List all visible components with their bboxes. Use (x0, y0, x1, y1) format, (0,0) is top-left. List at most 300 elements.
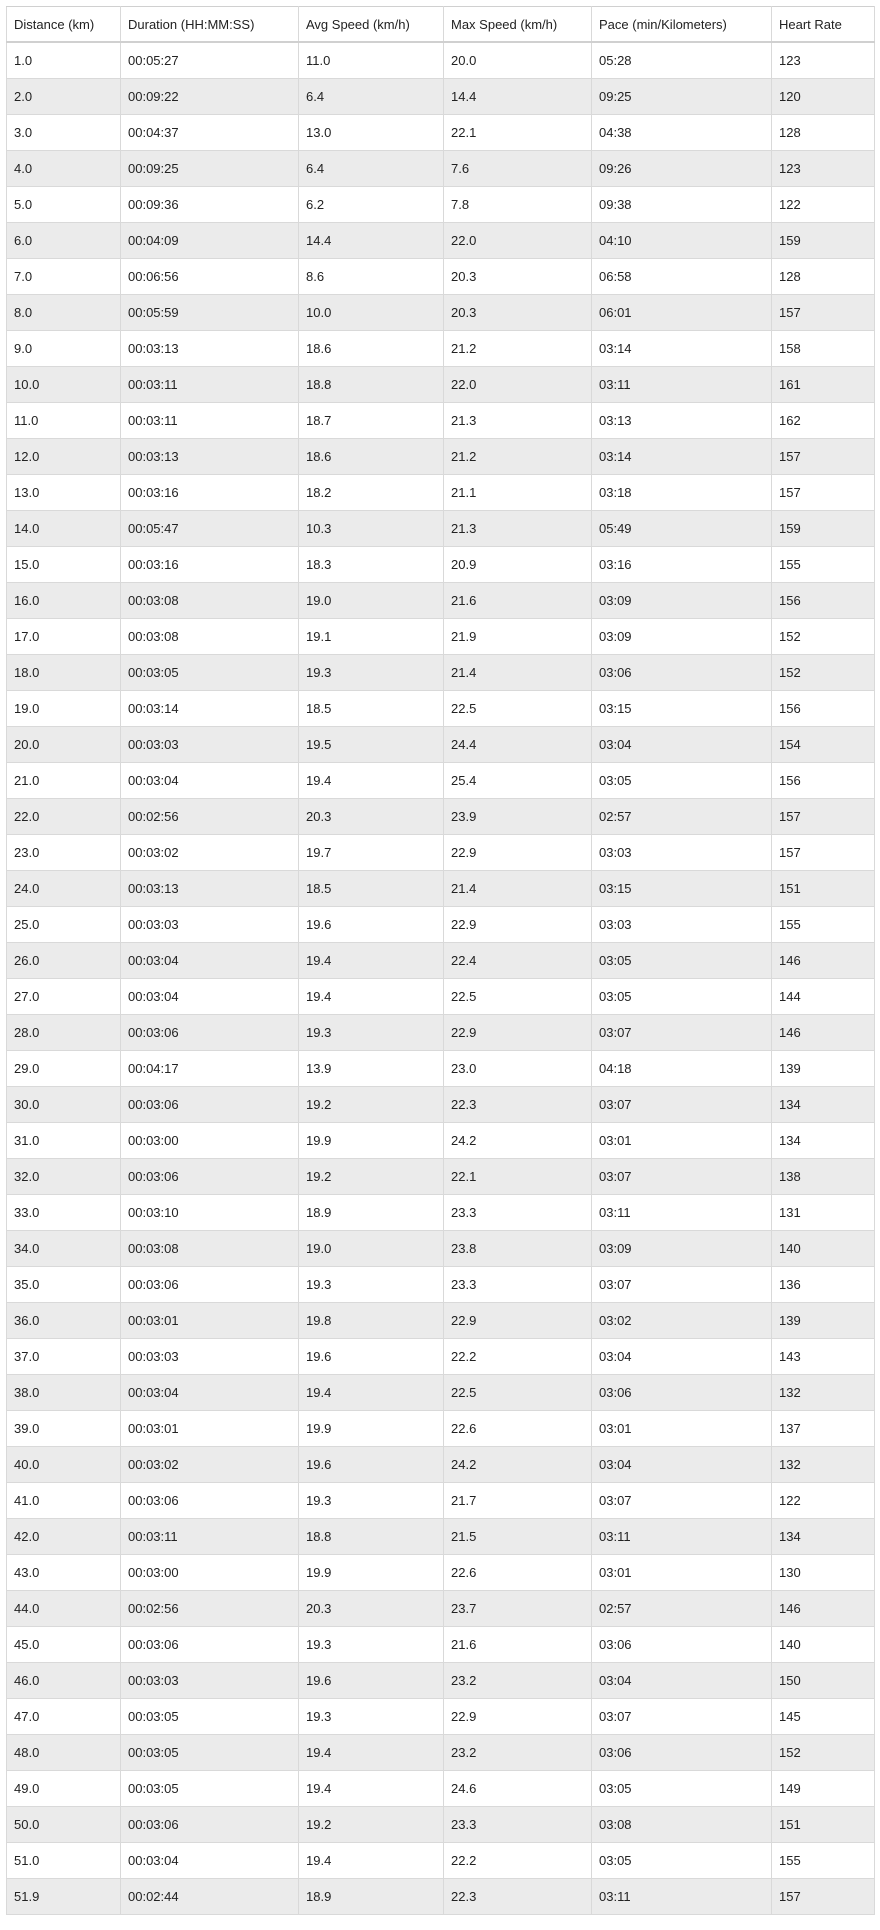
cell-distance: 20.0 (7, 727, 121, 763)
cell-avg-speed: 19.5 (299, 727, 444, 763)
cell-pace: 03:04 (592, 1339, 772, 1375)
cell-heart-rate: 162 (772, 403, 875, 439)
cell-avg-speed: 13.0 (299, 115, 444, 151)
cell-duration: 00:04:37 (121, 115, 299, 151)
cell-pace: 09:26 (592, 151, 772, 187)
table-row (7, 907, 875, 943)
cell-duration: 00:03:06 (121, 1483, 299, 1519)
cell-distance: 35.0 (7, 1267, 121, 1303)
table-row (7, 1627, 875, 1663)
cell-avg-speed: 20.3 (299, 799, 444, 835)
cell-distance: 47.0 (7, 1699, 121, 1735)
cell-avg-speed: 18.7 (299, 403, 444, 439)
cell-distance: 4.0 (7, 151, 121, 187)
cell-heart-rate: 149 (772, 1771, 875, 1807)
header-duration[interactable]: Duration (HH:MM:SS) (121, 7, 299, 43)
cell-avg-speed: 19.0 (299, 583, 444, 619)
table-row (7, 1375, 875, 1411)
cell-avg-speed: 19.6 (299, 1663, 444, 1699)
cell-avg-speed: 10.0 (299, 295, 444, 331)
header-pace[interactable]: Pace (min/Kilometers) (592, 7, 772, 43)
cell-distance: 5.0 (7, 187, 121, 223)
splits-table-container (6, 6, 874, 1915)
cell-avg-speed: 19.3 (299, 1699, 444, 1735)
cell-pace: 03:07 (592, 1159, 772, 1195)
cell-avg-speed: 18.6 (299, 331, 444, 367)
cell-duration: 00:03:02 (121, 1447, 299, 1483)
cell-max-speed: 22.1 (444, 1159, 592, 1195)
cell-pace: 03:05 (592, 979, 772, 1015)
cell-duration: 00:05:59 (121, 295, 299, 331)
cell-duration: 00:02:44 (121, 1879, 299, 1915)
cell-duration: 00:03:06 (121, 1015, 299, 1051)
cell-duration: 00:02:56 (121, 799, 299, 835)
cell-distance: 11.0 (7, 403, 121, 439)
cell-heart-rate: 157 (772, 295, 875, 331)
cell-distance: 6.0 (7, 223, 121, 259)
cell-duration: 00:03:03 (121, 727, 299, 763)
header-heart-rate[interactable]: Heart Rate (772, 7, 875, 43)
cell-heart-rate: 159 (772, 511, 875, 547)
table-row (7, 799, 875, 835)
cell-duration: 00:03:06 (121, 1159, 299, 1195)
cell-distance: 51.0 (7, 1843, 121, 1879)
cell-distance: 16.0 (7, 583, 121, 619)
table-row (7, 1771, 875, 1807)
cell-max-speed: 20.0 (444, 42, 592, 79)
cell-duration: 00:03:11 (121, 1519, 299, 1555)
cell-avg-speed: 11.0 (299, 42, 444, 79)
cell-pace: 05:49 (592, 511, 772, 547)
table-row (7, 1231, 875, 1267)
cell-pace: 03:05 (592, 1843, 772, 1879)
cell-max-speed: 25.4 (444, 763, 592, 799)
cell-max-speed: 22.9 (444, 1303, 592, 1339)
cell-pace: 03:07 (592, 1699, 772, 1735)
cell-duration: 00:03:06 (121, 1807, 299, 1843)
cell-distance: 10.0 (7, 367, 121, 403)
table-row (7, 1447, 875, 1483)
cell-duration: 00:09:36 (121, 187, 299, 223)
cell-avg-speed: 18.6 (299, 439, 444, 475)
cell-distance: 18.0 (7, 655, 121, 691)
cell-pace: 03:11 (592, 367, 772, 403)
cell-duration: 00:03:02 (121, 835, 299, 871)
table-row (7, 979, 875, 1015)
cell-avg-speed: 18.5 (299, 691, 444, 727)
cell-pace: 05:28 (592, 42, 772, 79)
cell-duration: 00:03:04 (121, 1375, 299, 1411)
table-row (7, 1879, 875, 1915)
cell-max-speed: 22.9 (444, 1015, 592, 1051)
cell-avg-speed: 19.4 (299, 1375, 444, 1411)
cell-max-speed: 23.7 (444, 1591, 592, 1627)
cell-avg-speed: 6.4 (299, 79, 444, 115)
cell-max-speed: 21.6 (444, 583, 592, 619)
cell-heart-rate: 143 (772, 1339, 875, 1375)
cell-pace: 03:06 (592, 655, 772, 691)
cell-duration: 00:03:08 (121, 619, 299, 655)
cell-pace: 03:06 (592, 1627, 772, 1663)
table-row (7, 439, 875, 475)
cell-heart-rate: 128 (772, 115, 875, 151)
cell-avg-speed: 19.7 (299, 835, 444, 871)
cell-pace: 03:09 (592, 583, 772, 619)
cell-heart-rate: 122 (772, 1483, 875, 1519)
cell-avg-speed: 18.9 (299, 1195, 444, 1231)
cell-distance: 50.0 (7, 1807, 121, 1843)
cell-duration: 00:03:06 (121, 1087, 299, 1123)
cell-max-speed: 14.4 (444, 79, 592, 115)
cell-avg-speed: 19.4 (299, 1771, 444, 1807)
cell-pace: 04:38 (592, 115, 772, 151)
cell-avg-speed: 6.4 (299, 151, 444, 187)
table-row (7, 331, 875, 367)
cell-heart-rate: 145 (772, 1699, 875, 1735)
cell-max-speed: 21.9 (444, 619, 592, 655)
cell-max-speed: 22.1 (444, 115, 592, 151)
cell-distance: 7.0 (7, 259, 121, 295)
cell-heart-rate: 139 (772, 1051, 875, 1087)
cell-pace: 06:58 (592, 259, 772, 295)
cell-pace: 04:18 (592, 1051, 772, 1087)
cell-heart-rate: 151 (772, 1807, 875, 1843)
cell-pace: 03:02 (592, 1303, 772, 1339)
cell-distance: 46.0 (7, 1663, 121, 1699)
cell-duration: 00:03:04 (121, 979, 299, 1015)
cell-pace: 03:07 (592, 1015, 772, 1051)
cell-duration: 00:03:04 (121, 943, 299, 979)
cell-distance: 28.0 (7, 1015, 121, 1051)
cell-max-speed: 21.3 (444, 403, 592, 439)
cell-duration: 00:02:56 (121, 1591, 299, 1627)
cell-avg-speed: 19.2 (299, 1087, 444, 1123)
cell-max-speed: 21.6 (444, 1627, 592, 1663)
cell-max-speed: 21.4 (444, 655, 592, 691)
cell-distance: 32.0 (7, 1159, 121, 1195)
table-row (7, 619, 875, 655)
cell-distance: 39.0 (7, 1411, 121, 1447)
table-row (7, 1411, 875, 1447)
cell-avg-speed: 19.4 (299, 1735, 444, 1771)
cell-distance: 19.0 (7, 691, 121, 727)
cell-distance: 25.0 (7, 907, 121, 943)
cell-duration: 00:06:56 (121, 259, 299, 295)
cell-pace: 03:05 (592, 943, 772, 979)
cell-heart-rate: 157 (772, 835, 875, 871)
cell-max-speed: 23.8 (444, 1231, 592, 1267)
cell-heart-rate: 158 (772, 331, 875, 367)
cell-heart-rate: 134 (772, 1123, 875, 1159)
cell-max-speed: 22.2 (444, 1843, 592, 1879)
table-row (7, 1807, 875, 1843)
cell-avg-speed: 14.4 (299, 223, 444, 259)
cell-max-speed: 22.6 (444, 1555, 592, 1591)
cell-distance: 37.0 (7, 1339, 121, 1375)
cell-avg-speed: 19.8 (299, 1303, 444, 1339)
cell-distance: 29.0 (7, 1051, 121, 1087)
cell-max-speed: 22.0 (444, 367, 592, 403)
cell-pace: 03:01 (592, 1411, 772, 1447)
cell-max-speed: 21.2 (444, 331, 592, 367)
cell-avg-speed: 19.3 (299, 1483, 444, 1519)
cell-duration: 00:03:16 (121, 475, 299, 511)
cell-duration: 00:03:04 (121, 763, 299, 799)
cell-pace: 03:04 (592, 1447, 772, 1483)
cell-max-speed: 22.2 (444, 1339, 592, 1375)
table-row (7, 727, 875, 763)
cell-heart-rate: 138 (772, 1159, 875, 1195)
table-row (7, 1663, 875, 1699)
cell-heart-rate: 140 (772, 1231, 875, 1267)
cell-distance: 22.0 (7, 799, 121, 835)
cell-avg-speed: 18.5 (299, 871, 444, 907)
cell-heart-rate: 132 (772, 1447, 875, 1483)
header-row (7, 7, 875, 43)
cell-distance: 26.0 (7, 943, 121, 979)
cell-pace: 03:16 (592, 547, 772, 583)
cell-heart-rate: 134 (772, 1519, 875, 1555)
cell-max-speed: 23.3 (444, 1267, 592, 1303)
cell-avg-speed: 6.2 (299, 187, 444, 223)
cell-max-speed: 21.1 (444, 475, 592, 511)
cell-pace: 03:07 (592, 1483, 772, 1519)
cell-duration: 00:03:10 (121, 1195, 299, 1231)
cell-duration: 00:03:03 (121, 1663, 299, 1699)
cell-avg-speed: 19.3 (299, 1015, 444, 1051)
cell-heart-rate: 146 (772, 1015, 875, 1051)
cell-heart-rate: 123 (772, 42, 875, 79)
cell-max-speed: 24.2 (444, 1447, 592, 1483)
cell-duration: 00:05:27 (121, 42, 299, 79)
cell-avg-speed: 8.6 (299, 259, 444, 295)
cell-distance: 38.0 (7, 1375, 121, 1411)
cell-avg-speed: 19.6 (299, 1447, 444, 1483)
cell-avg-speed: 18.2 (299, 475, 444, 511)
table-row (7, 1123, 875, 1159)
cell-duration: 00:03:08 (121, 1231, 299, 1267)
cell-avg-speed: 19.9 (299, 1411, 444, 1447)
table-row (7, 547, 875, 583)
cell-max-speed: 24.4 (444, 727, 592, 763)
cell-heart-rate: 154 (772, 727, 875, 763)
cell-max-speed: 22.9 (444, 835, 592, 871)
cell-pace: 03:01 (592, 1555, 772, 1591)
cell-distance: 48.0 (7, 1735, 121, 1771)
cell-duration: 00:04:17 (121, 1051, 299, 1087)
header-distance[interactable]: Distance (km) (7, 7, 121, 43)
cell-max-speed: 22.5 (444, 1375, 592, 1411)
cell-heart-rate: 139 (772, 1303, 875, 1339)
cell-pace: 03:11 (592, 1519, 772, 1555)
cell-avg-speed: 19.4 (299, 943, 444, 979)
cell-heart-rate: 150 (772, 1663, 875, 1699)
cell-heart-rate: 152 (772, 619, 875, 655)
cell-avg-speed: 19.1 (299, 619, 444, 655)
cell-heart-rate: 136 (772, 1267, 875, 1303)
cell-distance: 12.0 (7, 439, 121, 475)
table-row (7, 223, 875, 259)
cell-duration: 00:03:00 (121, 1555, 299, 1591)
table-row (7, 655, 875, 691)
cell-distance: 9.0 (7, 331, 121, 367)
cell-heart-rate: 155 (772, 1843, 875, 1879)
cell-distance: 41.0 (7, 1483, 121, 1519)
cell-heart-rate: 146 (772, 1591, 875, 1627)
cell-heart-rate: 146 (772, 943, 875, 979)
cell-avg-speed: 18.8 (299, 367, 444, 403)
table-row (7, 871, 875, 907)
cell-duration: 00:03:13 (121, 871, 299, 907)
cell-max-speed: 23.2 (444, 1663, 592, 1699)
cell-heart-rate: 120 (772, 79, 875, 115)
cell-distance: 21.0 (7, 763, 121, 799)
table-row (7, 259, 875, 295)
cell-pace: 06:01 (592, 295, 772, 331)
table-row (7, 1195, 875, 1231)
cell-max-speed: 20.3 (444, 259, 592, 295)
cell-distance: 42.0 (7, 1519, 121, 1555)
cell-heart-rate: 157 (772, 439, 875, 475)
cell-max-speed: 7.6 (444, 151, 592, 187)
cell-heart-rate: 123 (772, 151, 875, 187)
table-row (7, 1483, 875, 1519)
table-body (7, 42, 875, 1915)
cell-avg-speed: 13.9 (299, 1051, 444, 1087)
table-row (7, 1843, 875, 1879)
cell-heart-rate: 152 (772, 1735, 875, 1771)
cell-max-speed: 22.4 (444, 943, 592, 979)
cell-distance: 45.0 (7, 1627, 121, 1663)
cell-avg-speed: 19.2 (299, 1159, 444, 1195)
cell-duration: 00:03:05 (121, 655, 299, 691)
cell-max-speed: 22.0 (444, 223, 592, 259)
cell-max-speed: 23.2 (444, 1735, 592, 1771)
cell-avg-speed: 10.3 (299, 511, 444, 547)
cell-avg-speed: 20.3 (299, 1591, 444, 1627)
cell-max-speed: 22.5 (444, 691, 592, 727)
cell-avg-speed: 19.2 (299, 1807, 444, 1843)
cell-distance: 51.9 (7, 1879, 121, 1915)
cell-duration: 00:03:05 (121, 1771, 299, 1807)
table-row (7, 1339, 875, 1375)
cell-heart-rate: 155 (772, 907, 875, 943)
cell-distance: 40.0 (7, 1447, 121, 1483)
cell-max-speed: 22.9 (444, 1699, 592, 1735)
table-row (7, 79, 875, 115)
cell-duration: 00:03:13 (121, 331, 299, 367)
cell-pace: 03:14 (592, 331, 772, 367)
cell-distance: 17.0 (7, 619, 121, 655)
cell-pace: 03:13 (592, 403, 772, 439)
cell-distance: 43.0 (7, 1555, 121, 1591)
cell-pace: 03:06 (592, 1375, 772, 1411)
cell-avg-speed: 18.8 (299, 1519, 444, 1555)
cell-pace: 03:06 (592, 1735, 772, 1771)
cell-avg-speed: 19.6 (299, 1339, 444, 1375)
cell-pace: 03:11 (592, 1195, 772, 1231)
table-row (7, 583, 875, 619)
cell-distance: 14.0 (7, 511, 121, 547)
cell-max-speed: 20.3 (444, 295, 592, 331)
cell-max-speed: 23.3 (444, 1195, 592, 1231)
table-row (7, 1735, 875, 1771)
cell-distance: 30.0 (7, 1087, 121, 1123)
cell-duration: 00:03:04 (121, 1843, 299, 1879)
cell-duration: 00:03:03 (121, 1339, 299, 1375)
splits-table (6, 6, 875, 1915)
cell-heart-rate: 152 (772, 655, 875, 691)
cell-distance: 36.0 (7, 1303, 121, 1339)
cell-pace: 09:38 (592, 187, 772, 223)
table-row (7, 1519, 875, 1555)
table-row (7, 1267, 875, 1303)
cell-max-speed: 24.6 (444, 1771, 592, 1807)
cell-max-speed: 23.3 (444, 1807, 592, 1843)
cell-duration: 00:04:09 (121, 223, 299, 259)
cell-pace: 03:08 (592, 1807, 772, 1843)
cell-heart-rate: 159 (772, 223, 875, 259)
cell-pace: 03:04 (592, 727, 772, 763)
cell-pace: 03:11 (592, 1879, 772, 1915)
table-row (7, 511, 875, 547)
cell-heart-rate: 157 (772, 475, 875, 511)
cell-duration: 00:09:22 (121, 79, 299, 115)
cell-max-speed: 23.0 (444, 1051, 592, 1087)
cell-distance: 44.0 (7, 1591, 121, 1627)
cell-pace: 03:04 (592, 1663, 772, 1699)
cell-distance: 15.0 (7, 547, 121, 583)
cell-avg-speed: 19.0 (299, 1231, 444, 1267)
cell-distance: 13.0 (7, 475, 121, 511)
cell-pace: 03:05 (592, 763, 772, 799)
cell-pace: 03:03 (592, 835, 772, 871)
cell-duration: 00:03:11 (121, 367, 299, 403)
table-row (7, 1303, 875, 1339)
cell-heart-rate: 161 (772, 367, 875, 403)
header-max-speed[interactable]: Max Speed (km/h) (444, 7, 592, 43)
cell-heart-rate: 156 (772, 763, 875, 799)
cell-pace: 03:15 (592, 871, 772, 907)
cell-distance: 8.0 (7, 295, 121, 331)
table-row (7, 475, 875, 511)
table-row (7, 1591, 875, 1627)
table-row (7, 835, 875, 871)
cell-heart-rate: 137 (772, 1411, 875, 1447)
cell-avg-speed: 19.4 (299, 763, 444, 799)
cell-duration: 00:03:14 (121, 691, 299, 727)
cell-duration: 00:09:25 (121, 151, 299, 187)
table-row (7, 115, 875, 151)
table-row (7, 763, 875, 799)
cell-max-speed: 21.3 (444, 511, 592, 547)
cell-distance: 2.0 (7, 79, 121, 115)
cell-pace: 03:07 (592, 1087, 772, 1123)
cell-heart-rate: 156 (772, 691, 875, 727)
cell-distance: 3.0 (7, 115, 121, 151)
cell-max-speed: 24.2 (444, 1123, 592, 1159)
cell-max-speed: 7.8 (444, 187, 592, 223)
cell-duration: 00:03:08 (121, 583, 299, 619)
cell-heart-rate: 131 (772, 1195, 875, 1231)
cell-max-speed: 21.5 (444, 1519, 592, 1555)
cell-heart-rate: 155 (772, 547, 875, 583)
cell-duration: 00:03:13 (121, 439, 299, 475)
cell-max-speed: 21.2 (444, 439, 592, 475)
cell-pace: 03:07 (592, 1267, 772, 1303)
header-avg-speed[interactable]: Avg Speed (km/h) (299, 7, 444, 43)
cell-pace: 03:15 (592, 691, 772, 727)
